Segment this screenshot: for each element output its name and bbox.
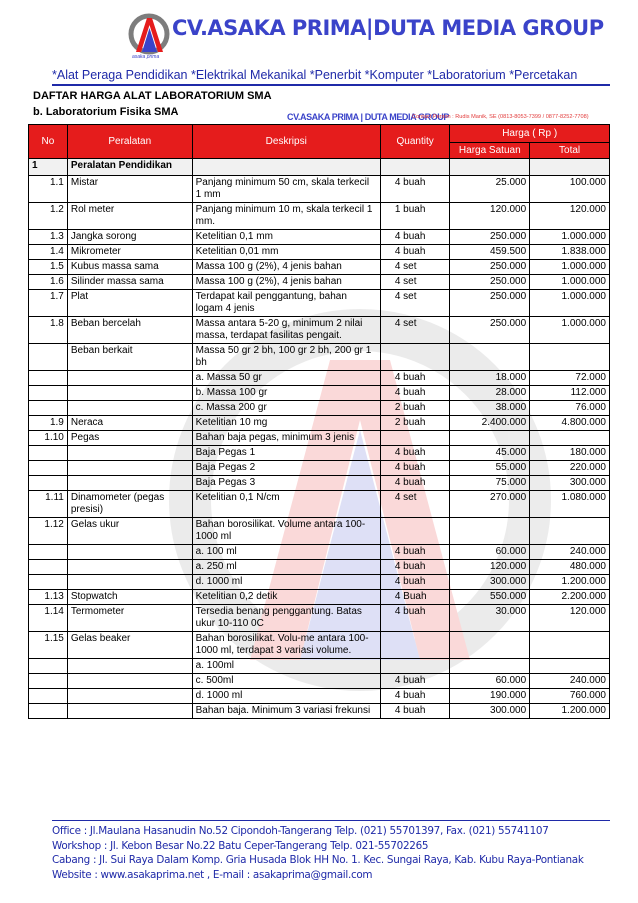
col-header-harga-satuan: Harga Satuan	[450, 143, 530, 159]
cell-peralatan	[67, 674, 192, 689]
table-row	[29, 590, 610, 605]
cell-quantity: 2 buah	[380, 416, 450, 431]
cell-total: 760.000	[530, 689, 610, 704]
cell-total: 2.200.000	[530, 590, 610, 605]
table-row	[29, 704, 610, 719]
cell-peralatan	[67, 689, 192, 704]
cell-harga-satuan: 250.000	[450, 260, 530, 275]
cell-peralatan: Gelas beaker	[67, 632, 192, 659]
cell-harga-satuan: 550.000	[450, 590, 530, 605]
cell-quantity: 4 buah	[380, 230, 450, 245]
table-row	[29, 431, 610, 446]
cell-deskripsi: Ketelitian 0,1 N/cm	[192, 491, 380, 518]
tagline: *Alat Peraga Pendidikan *Elektrikal Mekanikal *Penerbit *Komputer *Laboratorium *Percetakan	[52, 68, 578, 82]
col-header-peralatan: Peralatan	[67, 125, 192, 159]
col-header-no: No	[29, 125, 68, 159]
table-row	[29, 317, 610, 344]
cell-deskripsi: Bahan borosilikat. Volu-me antara 100-1000 ml, terdapat 3 variasi volume.	[192, 632, 380, 659]
footer-divider	[52, 820, 610, 821]
cell-peralatan: Beban berkait	[67, 344, 192, 371]
cell-peralatan: Rol meter	[67, 203, 192, 230]
cell-total	[530, 431, 610, 446]
cell-peralatan	[67, 446, 192, 461]
cell-deskripsi: Baja Pegas 3	[192, 476, 380, 491]
mini-brand: CV.ASAKA PRIMA | DUTA MEDIA GROUP	[287, 112, 449, 122]
cell-no	[29, 659, 68, 674]
cell-no	[29, 674, 68, 689]
cell-peralatan: Kubus massa sama	[67, 260, 192, 275]
cell-deskripsi: Panjang minimum 50 cm, skala terkecil 1 mm	[192, 176, 380, 203]
cell-peralatan: Beban bercelah	[67, 317, 192, 344]
table-row	[29, 386, 610, 401]
cell-total: 180.000	[530, 446, 610, 461]
cell-harga-satuan: 300.000	[450, 704, 530, 719]
cell-quantity: 1 buah	[380, 203, 450, 230]
cell-harga-satuan: 120.000	[450, 560, 530, 575]
table-row	[29, 560, 610, 575]
cell-deskripsi: Massa 100 g (2%), 4 jenis bahan	[192, 275, 380, 290]
cell-harga-satuan	[450, 344, 530, 371]
cell-deskripsi: Baja Pegas 1	[192, 446, 380, 461]
cell-harga-satuan: 75.000	[450, 476, 530, 491]
cell-peralatan: Neraca	[67, 416, 192, 431]
cell-total: 1.200.000	[530, 575, 610, 590]
cell-no: 1.4	[29, 245, 68, 260]
cell-no: 1.8	[29, 317, 68, 344]
cell-deskripsi: a. 100 ml	[192, 545, 380, 560]
cell-harga-satuan: 270.000	[450, 491, 530, 518]
cell-no	[29, 560, 68, 575]
table-row	[29, 245, 610, 260]
cell-total: 120.000	[530, 203, 610, 230]
cell-quantity: 4 buah	[380, 689, 450, 704]
col-header-harga: Harga ( Rp )	[450, 125, 610, 143]
cell-no: 1.2	[29, 203, 68, 230]
table-row	[29, 344, 610, 371]
cell-deskripsi: a. Massa 50 gr	[192, 371, 380, 386]
cell-quantity	[380, 659, 450, 674]
cell-quantity	[380, 431, 450, 446]
col-header-deskripsi: Deskripsi	[192, 125, 380, 159]
cell-total: 1.200.000	[530, 704, 610, 719]
cell-total: 240.000	[530, 674, 610, 689]
table-row	[29, 689, 610, 704]
table-row	[29, 446, 610, 461]
cell-no: 1.15	[29, 632, 68, 659]
cell-deskripsi: b. Massa 100 gr	[192, 386, 380, 401]
cell-quantity: 4 set	[380, 260, 450, 275]
cell-harga-satuan: 55.000	[450, 461, 530, 476]
cell-deskripsi: Bahan baja pegas, minimum 3 jenis	[192, 431, 380, 446]
cell-total	[530, 518, 610, 545]
cell-deskripsi: Bahan borosilikat. Volume antara 100-1000 ml	[192, 518, 380, 545]
table-row	[29, 416, 610, 431]
cell-quantity: 4 buah	[380, 371, 450, 386]
cell-no	[29, 575, 68, 590]
cell-deskripsi: Massa antara 5-20 g, minimum 2 nilai massa, terdapat fasilitas pengait.	[192, 317, 380, 344]
cell-total: 120.000	[530, 605, 610, 632]
cell-peralatan	[67, 575, 192, 590]
cell-quantity	[380, 518, 450, 545]
cell-no	[29, 476, 68, 491]
cell-harga-satuan: 120.000	[450, 203, 530, 230]
cell-quantity: 4 buah	[380, 704, 450, 719]
cell-deskripsi: Ketelitian 0,01 mm	[192, 245, 380, 260]
cell-total: 112.000	[530, 386, 610, 401]
cell-no: 1.5	[29, 260, 68, 275]
cell-no	[29, 689, 68, 704]
cell-harga-satuan: 18.000	[450, 371, 530, 386]
cell-peralatan: Mikrometer	[67, 245, 192, 260]
cell-quantity	[380, 344, 450, 371]
table-row	[29, 476, 610, 491]
cell-peralatan: Mistar	[67, 176, 192, 203]
cell-harga-satuan	[450, 632, 530, 659]
cell-peralatan	[67, 545, 192, 560]
cell-quantity: 4 buah	[380, 476, 450, 491]
cell-quantity	[380, 632, 450, 659]
cell-peralatan: Stopwatch	[67, 590, 192, 605]
cell-total: 1.000.000	[530, 260, 610, 275]
cell-quantity: 4 set	[380, 290, 450, 317]
cell-quantity: 4 Buah	[380, 590, 450, 605]
cell-total	[530, 659, 610, 674]
cell-deskripsi: Baja Pegas 2	[192, 461, 380, 476]
section-no: 1	[29, 159, 68, 176]
table-row	[29, 260, 610, 275]
cell-total: 1.080.000	[530, 491, 610, 518]
cell-no	[29, 545, 68, 560]
cell-total: 76.000	[530, 401, 610, 416]
cell-quantity: 4 buah	[380, 545, 450, 560]
cell-quantity: 4 set	[380, 275, 450, 290]
cell-deskripsi: c. 500ml	[192, 674, 380, 689]
cell-harga-satuan: 300.000	[450, 575, 530, 590]
table-row	[29, 491, 610, 518]
cell-quantity: 4 set	[380, 491, 450, 518]
cell-peralatan: Pegas	[67, 431, 192, 446]
table-row	[29, 290, 610, 317]
cell-deskripsi: Terdapat kail penggantung, bahan logam 4 jenis	[192, 290, 380, 317]
cell-quantity: 4 buah	[380, 461, 450, 476]
cell-harga-satuan: 2.400.000	[450, 416, 530, 431]
cell-total: 1.000.000	[530, 290, 610, 317]
cell-peralatan	[67, 476, 192, 491]
cell-harga-satuan: 250.000	[450, 230, 530, 245]
cell-quantity: 4 buah	[380, 605, 450, 632]
cell-quantity: 4 set	[380, 317, 450, 344]
cell-total: 1.000.000	[530, 230, 610, 245]
cell-no: 1.1	[29, 176, 68, 203]
cell-peralatan: Termometer	[67, 605, 192, 632]
cell-no	[29, 371, 68, 386]
cell-no	[29, 704, 68, 719]
cell-harga-satuan: 30.000	[450, 605, 530, 632]
table-row	[29, 461, 610, 476]
cell-total	[530, 344, 610, 371]
cell-harga-satuan	[450, 518, 530, 545]
cell-total: 1.000.000	[530, 317, 610, 344]
table-row	[29, 575, 610, 590]
cell-peralatan	[67, 659, 192, 674]
cell-no: 1.7	[29, 290, 68, 317]
document-title: DAFTAR HARGA ALAT LABORATORIUM SMA	[33, 90, 272, 102]
table-row	[29, 659, 610, 674]
cell-peralatan: Gelas ukur	[67, 518, 192, 545]
cell-quantity: 4 buah	[380, 245, 450, 260]
cell-total: 72.000	[530, 371, 610, 386]
cell-peralatan	[67, 560, 192, 575]
cell-harga-satuan: 250.000	[450, 290, 530, 317]
cell-harga-satuan: 60.000	[450, 545, 530, 560]
cell-deskripsi: Panjang minimum 10 m, skala terkecil 1 mm.	[192, 203, 380, 230]
cell-quantity: 2 buah	[380, 401, 450, 416]
company-logo-icon	[128, 12, 170, 56]
cell-deskripsi: Massa 50 gr 2 bh, 100 gr 2 bh, 200 gr 1 bh	[192, 344, 380, 371]
cell-no	[29, 401, 68, 416]
cell-no	[29, 386, 68, 401]
cell-no	[29, 461, 68, 476]
cell-deskripsi: a. 250 ml	[192, 560, 380, 575]
cell-harga-satuan: 250.000	[450, 317, 530, 344]
header-divider	[52, 84, 610, 86]
table-row	[29, 275, 610, 290]
col-header-total: Total	[530, 143, 610, 159]
cell-no: 1.9	[29, 416, 68, 431]
section-row	[29, 159, 610, 176]
cell-harga-satuan: 38.000	[450, 401, 530, 416]
cell-deskripsi: Ketelitian 0,1 mm	[192, 230, 380, 245]
cell-harga-satuan: 459.500	[450, 245, 530, 260]
cell-no: 1.10	[29, 431, 68, 446]
table-row	[29, 371, 610, 386]
cell-quantity: 4 buah	[380, 575, 450, 590]
cell-deskripsi: a. 100ml	[192, 659, 380, 674]
cell-peralatan	[67, 401, 192, 416]
cell-total: 4.800.000	[530, 416, 610, 431]
cell-no: 1.12	[29, 518, 68, 545]
cell-deskripsi: d. 1000 ml	[192, 689, 380, 704]
cell-no	[29, 446, 68, 461]
cell-quantity: 4 buah	[380, 560, 450, 575]
footer-office: Office : Jl.Maulana Hasanudin No.52 Cipondoh-Tangerang Telp. (021) 55701397, Fax. (021) 55741107	[52, 825, 549, 837]
cell-peralatan: Dinamometer (pegas presisi)	[67, 491, 192, 518]
cell-total: 240.000	[530, 545, 610, 560]
cell-harga-satuan: 45.000	[450, 446, 530, 461]
cell-quantity: 4 buah	[380, 386, 450, 401]
table-row	[29, 545, 610, 560]
table-row	[29, 230, 610, 245]
cell-peralatan: Plat	[67, 290, 192, 317]
cell-total: 1.838.000	[530, 245, 610, 260]
cell-harga-satuan: 190.000	[450, 689, 530, 704]
cell-total: 300.000	[530, 476, 610, 491]
cell-peralatan	[67, 704, 192, 719]
cell-deskripsi: Massa 100 g (2%), 4 jenis bahan	[192, 260, 380, 275]
cell-harga-satuan: 60.000	[450, 674, 530, 689]
table-row	[29, 674, 610, 689]
document-subtitle: b. Laboratorium Fisika SMA	[33, 106, 179, 118]
table-row	[29, 632, 610, 659]
footer-branch: Cabang : Jl. Sui Raya Dalam Komp. Gria Husada Blok HH No. 1. Kec. Sungai Raya, Kab. Kubu Raya-Pontianak	[52, 854, 584, 867]
cell-deskripsi: Ketelitian 10 mg	[192, 416, 380, 431]
cell-quantity: 4 buah	[380, 176, 450, 203]
cell-total	[530, 632, 610, 659]
footer-website: Website : www.asakaprima.net , E-mail : asakaprima@gmail.com	[52, 868, 373, 881]
cell-no: 1.6	[29, 275, 68, 290]
cell-peralatan: Jangka sorong	[67, 230, 192, 245]
footer	[52, 824, 584, 882]
cell-deskripsi: Tersedia benang penggantung. Batas ukur 10-110 0C	[192, 605, 380, 632]
cell-peralatan	[67, 461, 192, 476]
cell-harga-satuan: 250.000	[450, 275, 530, 290]
footer-workshop: Workshop : Jl. Kebon Besar No.22 Batu Ceper-Tangerang Telp. 021-55702265	[52, 839, 429, 852]
cell-no: 1.3	[29, 230, 68, 245]
cell-no: 1.14	[29, 605, 68, 632]
cell-deskripsi: Bahan baja. Minimum 3 variasi frekunsi	[192, 704, 380, 719]
brand-subtitle: asaka prima	[132, 54, 160, 60]
table-row	[29, 401, 610, 416]
cell-deskripsi: Ketelitian 0,2 detik	[192, 590, 380, 605]
section-name: Peralatan Pendidikan	[67, 159, 192, 176]
contact-person: Contact Person : Rudis Manik, SE (0813-8053-7399 / 0877-8252-7708)	[412, 114, 589, 120]
table-row	[29, 203, 610, 230]
cell-harga-satuan: 28.000	[450, 386, 530, 401]
cell-no: 1.13	[29, 590, 68, 605]
col-header-quantity: Quantity	[380, 125, 450, 159]
cell-harga-satuan	[450, 659, 530, 674]
cell-peralatan: Silinder massa sama	[67, 275, 192, 290]
cell-deskripsi: d. 1000 ml	[192, 575, 380, 590]
cell-no	[29, 344, 68, 371]
cell-harga-satuan: 25.000	[450, 176, 530, 203]
cell-total: 1.000.000	[530, 275, 610, 290]
cell-total: 220.000	[530, 461, 610, 476]
table-row	[29, 176, 610, 203]
cell-quantity: 4 buah	[380, 446, 450, 461]
brand-name: CV.ASAKA PRIMA|DUTA MEDIA GROUP	[172, 16, 604, 40]
cell-no: 1.11	[29, 491, 68, 518]
table-row	[29, 518, 610, 545]
cell-harga-satuan	[450, 431, 530, 446]
table-row	[29, 605, 610, 632]
cell-quantity: 4 buah	[380, 674, 450, 689]
cell-peralatan	[67, 386, 192, 401]
cell-total: 100.000	[530, 176, 610, 203]
cell-deskripsi: c. Massa 200 gr	[192, 401, 380, 416]
cell-peralatan	[67, 371, 192, 386]
price-table	[28, 124, 610, 719]
cell-total: 480.000	[530, 560, 610, 575]
